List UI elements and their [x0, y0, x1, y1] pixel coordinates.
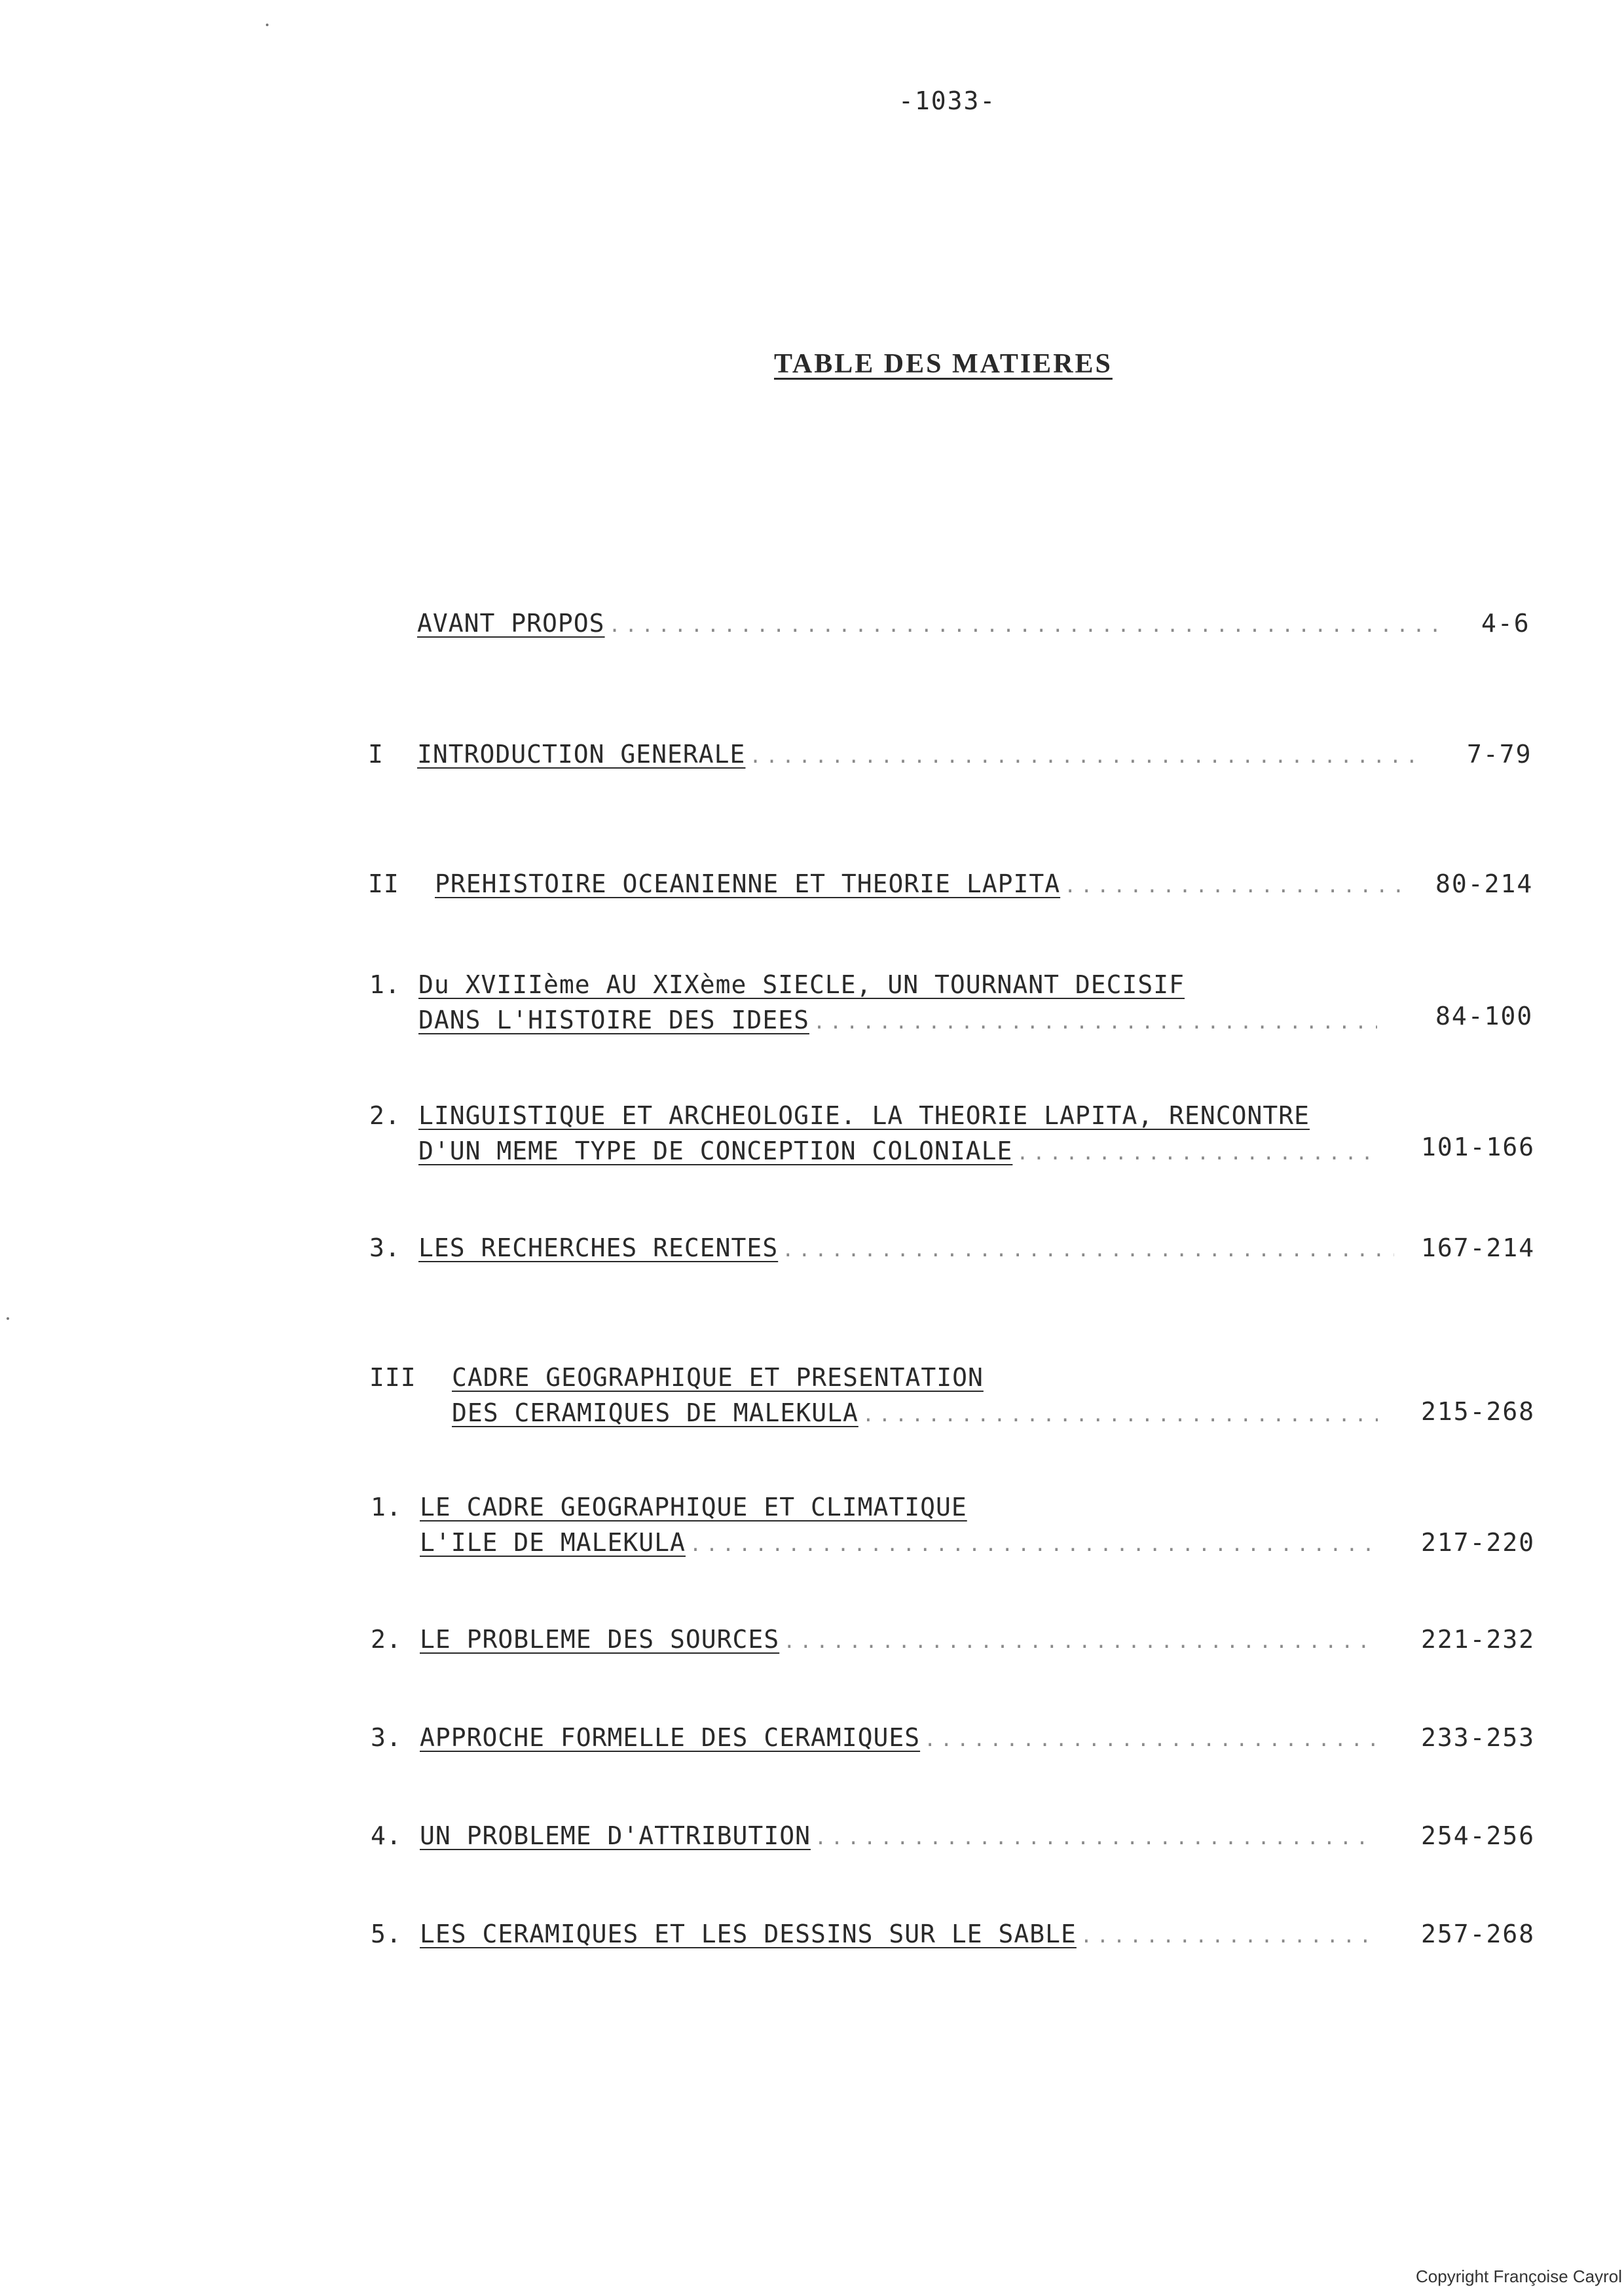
toc-entry-title: AVANT PROPOS: [417, 609, 605, 638]
toc-entry-number: 3.: [371, 1723, 402, 1752]
toc-entry-pages: 217-220: [1421, 1528, 1536, 1557]
toc-entry-title-line-2: DANS L'HISTOIRE DES IDEES: [418, 1006, 809, 1034]
toc-entry-title: APPROCHE FORMELLE DES CERAMIQUES: [420, 1723, 921, 1752]
toc-entry-title-line-2: DES CERAMIQUES DE MALEKULA: [452, 1398, 858, 1427]
leader-dots: [862, 1404, 1378, 1427]
scan-speck: [7, 1317, 9, 1320]
leader-dots: [609, 614, 1448, 637]
leader-dots: [1080, 1925, 1377, 1948]
toc-entry-title-line-1: LE CADRE GEOGRAPHIQUE ET CLIMATIQUE: [420, 1493, 967, 1522]
leader-dots: [690, 1533, 1377, 1556]
leader-dots: [749, 745, 1427, 768]
toc-entry-title: LES RECHERCHES RECENTES: [418, 1233, 779, 1262]
leader-dots: [782, 1239, 1394, 1262]
leader-dots: [1016, 1142, 1377, 1165]
toc-entry-title-line-1: LINGUISTIQUE ET ARCHEOLOGIE. LA THEORIE LAPITA, RENCONTRE: [418, 1101, 1310, 1130]
toc-entry-pages: 233-253: [1421, 1723, 1536, 1752]
toc-entry-pages: 101-166: [1421, 1133, 1536, 1161]
toc-entry-pages: 7-79: [1467, 740, 1532, 769]
toc-entry-title: INTRODUCTION GENERALE: [417, 740, 746, 769]
toc-entry-pages: 80-214: [1435, 869, 1534, 898]
copyright-notice: Copyright Françoise Cayrol: [1416, 2267, 1623, 2286]
toc-entry-pages: 215-268: [1421, 1397, 1536, 1426]
toc-entry-number: 4.: [371, 1821, 402, 1850]
toc-entry-pages: 254-256: [1421, 1821, 1536, 1850]
toc-entry-number: 5.: [371, 1920, 402, 1948]
toc-entry-title-line-1: Du XVIIIème AU XIXème SIECLE, UN TOURNANT DECISIF: [418, 970, 1185, 999]
toc-entry-title: UN PROBLEME D'ATTRIBUTION: [420, 1821, 811, 1850]
leader-dots: [783, 1630, 1377, 1653]
page-number: -1033-: [898, 86, 997, 115]
toc-entry-number: 1.: [371, 1493, 402, 1522]
toc-entry-number: II: [368, 869, 399, 898]
toc-entry-pages: 221-232: [1421, 1625, 1536, 1654]
leader-dots: [924, 1728, 1377, 1751]
toc-entry-title: LES CERAMIQUES ET LES DESSINS SUR LE SABLE: [420, 1920, 1077, 1948]
toc-entry-title-line-1: CADRE GEOGRAPHIQUE ET PRESENTATION: [452, 1363, 984, 1392]
toc-entry-pages: 4-6: [1481, 609, 1530, 638]
page-title: TABLE DES MATIERES: [774, 349, 1113, 379]
toc-entry-pages: 257-268: [1421, 1920, 1536, 1948]
toc-entry-number: 2.: [371, 1625, 402, 1654]
toc-entry-number: I: [368, 740, 384, 769]
leader-dots: [815, 1827, 1377, 1850]
toc-entry-title-line-2: L'ILE DE MALEKULA: [420, 1528, 686, 1557]
leader-dots: [813, 1011, 1377, 1034]
toc-entry-title: LE PROBLEME DES SOURCES: [420, 1625, 780, 1654]
toc-entry-number: 2.: [369, 1101, 401, 1130]
toc-entry-number: 3.: [369, 1233, 401, 1262]
scan-speck: [266, 24, 268, 26]
toc-entry-title: PREHISTOIRE OCEANIENNE ET THEORIE LAPITA: [435, 869, 1061, 898]
leader-dots: [1064, 875, 1409, 898]
toc-entry-pages: 167-214: [1421, 1233, 1536, 1262]
toc-entry-number: 1.: [369, 970, 401, 999]
toc-entry-pages: 84-100: [1435, 1002, 1534, 1030]
toc-entry-title-line-2: D'UN MEME TYPE DE CONCEPTION COLONIALE: [418, 1137, 1013, 1165]
toc-entry-number: III: [369, 1363, 416, 1392]
